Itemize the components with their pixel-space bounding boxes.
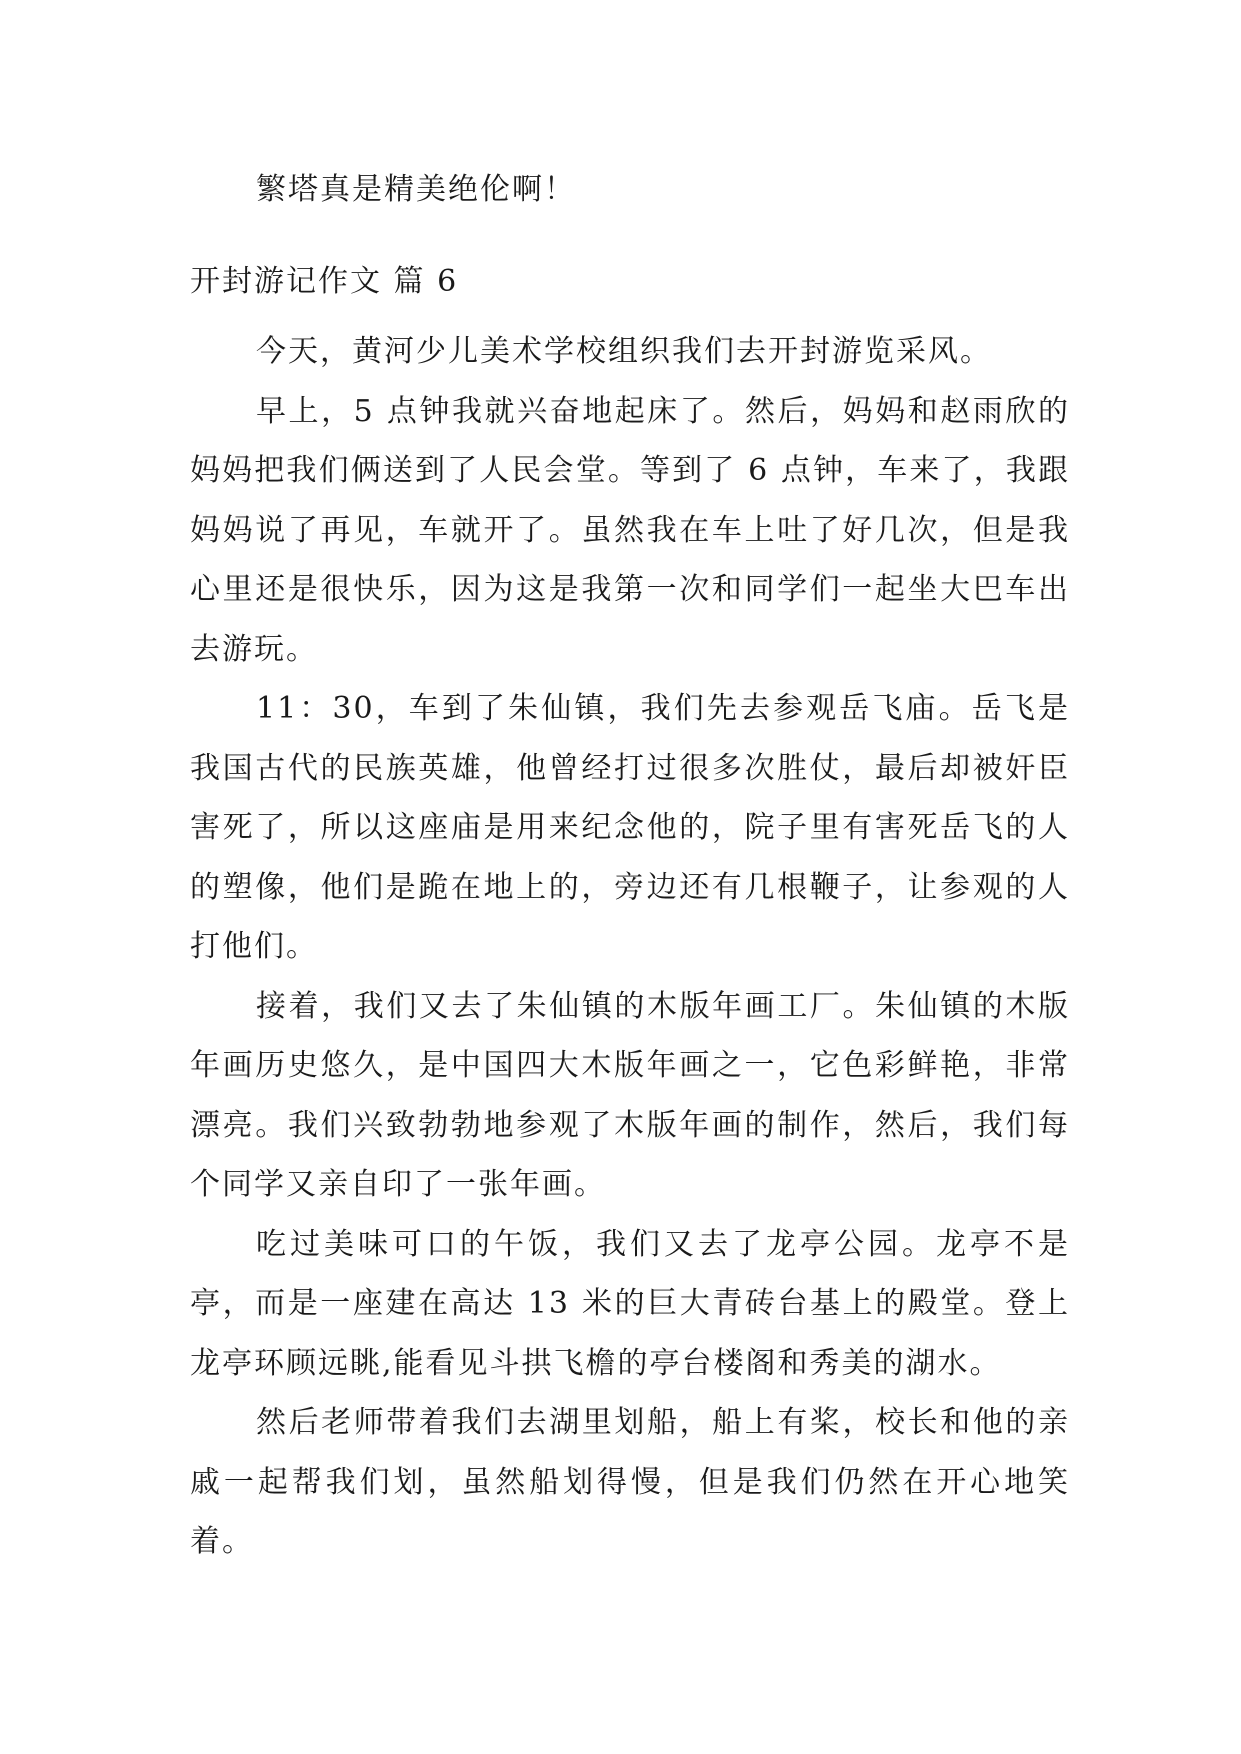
paragraph-4: 接着，我们又去了朱仙镇的木版年画工厂。朱仙镇的木版年画历史悠久，是中国四大木版年画之一，它色彩鲜艳，非常漂亮。我们兴致勃勃地参观了木版年画的制作，然后，我们每个同学又亲自印了一张年画。 [190,988,1070,1202]
paragraph-2: 早上，5 点钟我就兴奋地起床了。然后，妈妈和赵雨欣的妈妈把我们俩送到了人民会堂。等到了 6 点钟，车来了，我跟妈妈说了再见，车就开了。虽然我在车上吐了好几次，但是我心里还是很快乐，因为这是我第一次和同学们一起坐大巴车出去游玩。 [190,393,1070,667]
section-title: 开封游记作文 篇 6 [190,264,459,299]
section-body [190,322,1070,1572]
paragraph-6: 然后老师带着我们去湖里划船，船上有桨，校长和他的亲戚一起帮我们划，虽然船划得慢，但是我们仍然在开心地笑着。 [190,1405,1070,1559]
paragraph-3: 11：30，车到了朱仙镇，我们先去参观岳飞庙。岳飞是我国古代的民族英雄，他曾经打过很多次胜仗，最后却被奸臣害死了，所以这座庙是用来纪念他的，院子里有害死岳飞的人的塑像，他们是跪在地上的，旁边还有几根鞭子，让参观的人打他们。 [190,691,1070,964]
previous-section-last-line: 繁塔真是精美绝伦啊！ [256,172,576,207]
paragraph-5: 吃过美味可口的午饭，我们又去了龙亭公园。龙亭不是亭，而是一座建在高达 13 米的巨大青砖台基上的殿堂。登上龙亭环顾远眺,能看见斗拱飞檐的亭台楼阁和秀美的湖水。 [190,1226,1070,1381]
paragraph-1: 今天，黄河少儿美术学校组织我们去开封游览采风。 [256,334,992,369]
